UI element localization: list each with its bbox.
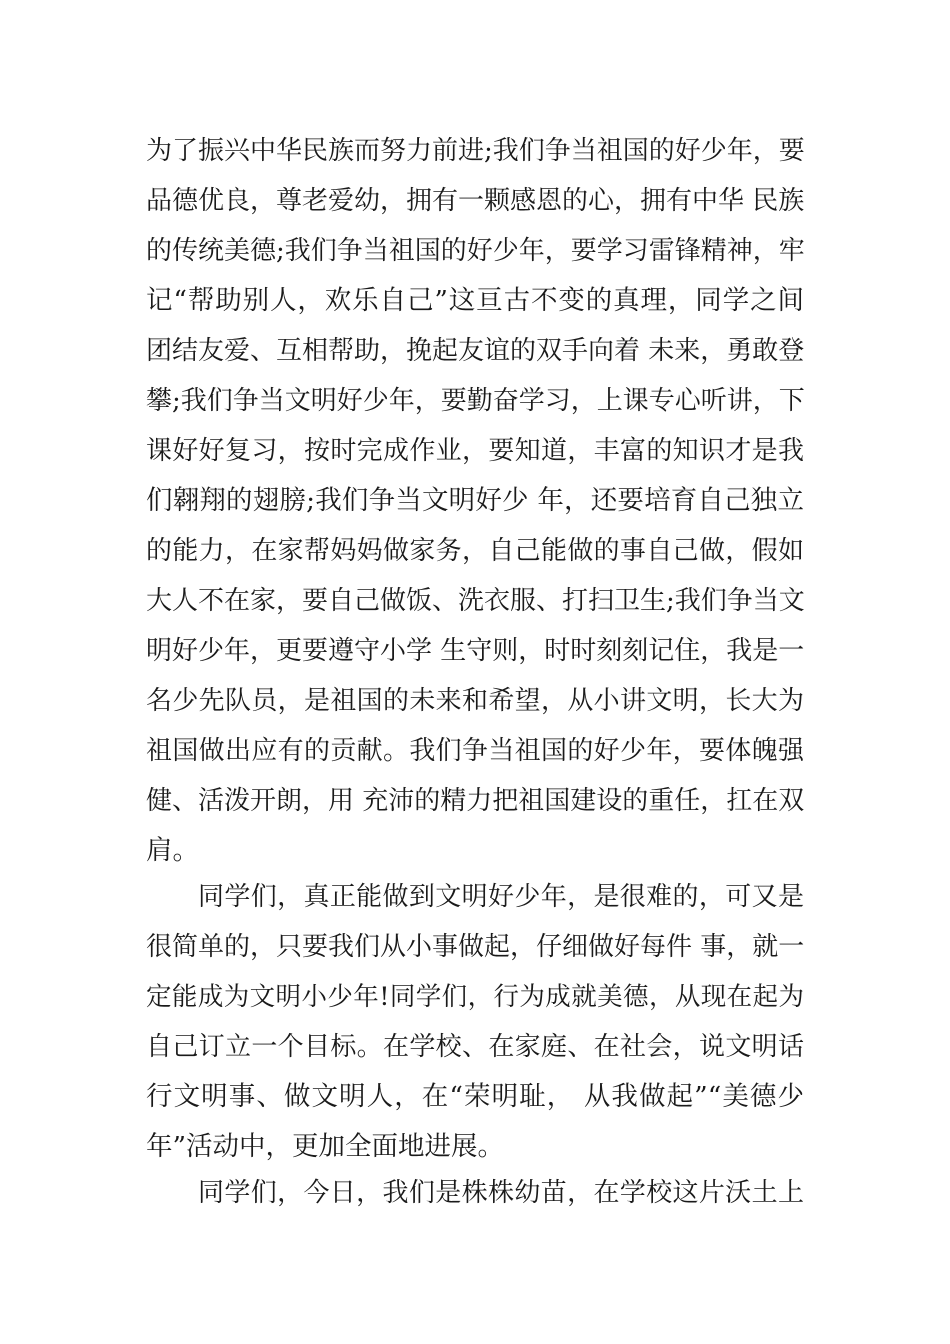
text-line: 定能成为文明小少年!同学们，行为成就美德，从现在起为 — [146, 982, 804, 1012]
text-line: 攀;我们争当文明好少年，要勤奋学习，上课专心听讲，下 — [146, 386, 805, 416]
text-line: 很简单的，只要我们从小事做起，仔细做好每件 事，就一 — [146, 932, 805, 962]
text-line: 名少先队员，是祖国的未来和希望，从小讲文明，长大为 — [146, 686, 804, 716]
text-line: 健、活泼开朗，用 充沛的精力把祖国建设的重任，扛在双 — [146, 786, 805, 816]
text-line: 行文明事、做文明人，在“荣明耻， 从我做起”“美德少 — [146, 1081, 804, 1112]
text-line: 记“帮助别人，欢乐自己”这亘古不变的真理，同学之间 — [146, 285, 804, 316]
text-line: 们翱翔的翅膀;我们争当文明好少 年，还要培育自己独立 — [146, 485, 804, 516]
text-line: 为了振兴中华民族而努力前进;我们争当祖国的好少年，要 — [146, 136, 805, 166]
text-line: 的传统美德;我们争当祖国的好少年，要学习雷锋精神，牢 — [146, 236, 805, 266]
text-line: 团结友爱、互相帮助，挽起友谊的双手向着 未来，勇敢登 — [146, 336, 805, 366]
text-line: 的能力，在家帮妈妈做家务，自己能做的事自己做，假如 — [146, 536, 804, 566]
text-line: 明好少年，更要遵守小学 生守则，时时刻刻记住，我是一 — [146, 636, 805, 666]
text-line: 大人不在家，要自己做饭、洗衣服、打扫卫生;我们争当文 — [146, 586, 805, 616]
text-line: 祖国做出应有的贡献。我们争当祖国的好少年，要体魄强 — [146, 736, 804, 766]
text-line: 肩。 — [146, 835, 199, 866]
text-line: 课好好复习，按时完成作业，要知道，丰富的知识才是我 — [146, 436, 804, 466]
text-line: 品德优良，尊老爱幼，拥有一颗感恩的心，拥有中华 民族 — [146, 186, 805, 216]
text-line: 自己订立一个目标。在学校、在家庭、在社会，说文明话 — [146, 1032, 804, 1062]
paragraph-first-line: 同学们，真正能做到文明好少年，是很难的，可又是 — [198, 882, 804, 912]
text-line: 年”活动中，更加全面地进展。 — [146, 1131, 505, 1162]
paragraph-first-line: 同学们，今日，我们是株株幼苗，在学校这片沃土上 — [198, 1178, 804, 1208]
